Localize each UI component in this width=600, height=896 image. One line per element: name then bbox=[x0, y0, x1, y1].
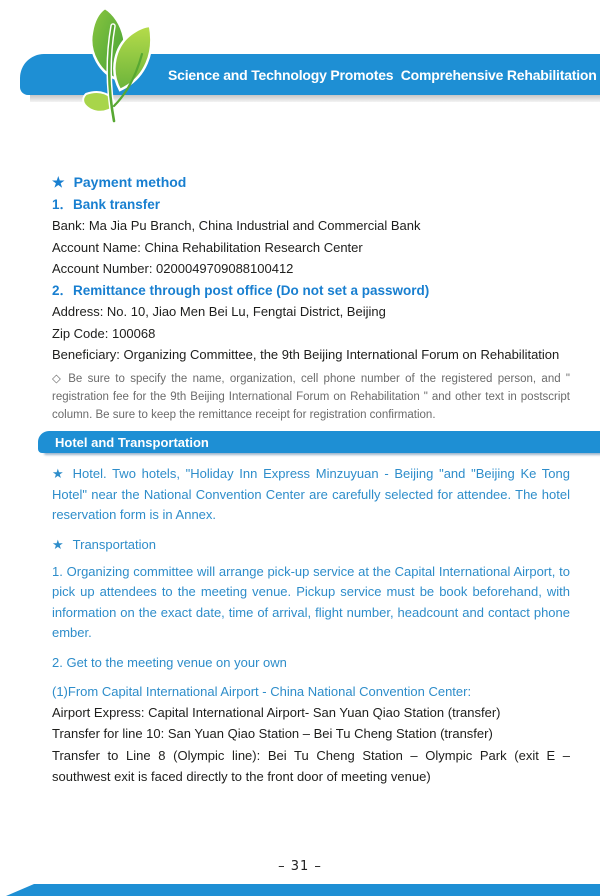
beneficiary-line: Beneficiary: Organizing Committee, the 9th Beijing International Forum on Rehabilitation bbox=[52, 347, 560, 362]
transportation-heading bbox=[52, 534, 570, 555]
route-heading: (1)From Capital International Airport - China National Convention Center: bbox=[52, 683, 472, 699]
footer-bar bbox=[6, 884, 600, 896]
account-number-line: Account Number: 0200049709088100412 bbox=[52, 261, 294, 276]
payment-note: ◇ Be sure to specify the name, organization, cell phone number of the registered person, and " registration fee for the 9th Beijing International Forum on Rehabilitation " and other text in postscript column. Be sure to keep the remittance receipt for registration confirmation. bbox=[52, 372, 570, 421]
route-line-line8: Transfer to Line 8 (Olympic line): Bei Tu Cheng Station – Olympic Park (exit E – southwest exit is faced directly to the front door of meeting venue) bbox=[52, 747, 570, 785]
hotel-paragraph bbox=[52, 464, 570, 526]
zip-code-line: Zip Code: 100068 bbox=[52, 325, 156, 341]
own-way-heading: 2. Get to the meeting venue on your own bbox=[52, 654, 287, 670]
page-number: – 31 – bbox=[278, 859, 322, 874]
transportation-heading-text: Transportation bbox=[72, 536, 156, 552]
hotel-transportation-banner-title: Hotel and Transportation bbox=[55, 434, 209, 450]
leaf-logo-icon bbox=[58, 2, 170, 124]
hotel-paragraph-text: Hotel. Two hotels, "Holiday Inn Express Minzuyuan - Beijing "and "Beijing Ke Tong Hotel" near the National Convention Center are carefully selected for attendee. The hotel reservation form is in Annex. bbox=[52, 466, 570, 523]
pickup-paragraph: 1. Organizing committee will arrange pick-up service at the Capital International Airport, to pick up attendees to the meeting venue. Pickup service must be book beforehand, with information on the exact date, time of arrival, flight number, headcount and contact phone ember. bbox=[52, 563, 570, 641]
page-content bbox=[52, 172, 570, 788]
payment-section-heading bbox=[52, 172, 570, 194]
star-icon: ★ bbox=[52, 174, 65, 190]
star-icon: ★ bbox=[52, 466, 64, 482]
route-line-airport-express: Airport Express: Capital International Airport- San Yuan Qiao Station (transfer) bbox=[52, 704, 501, 720]
payment-section-title: Payment method bbox=[73, 174, 187, 190]
bank-line: Bank: Ma Jia Pu Branch, China Industrial and Commercial Bank bbox=[52, 218, 421, 233]
remittance-heading: 2．Remittance through post office (Do not set a password) bbox=[52, 282, 430, 298]
route-line-line10: Transfer for line 10: San Yuan Qiao Station – Bei Tu Cheng Station (transfer) bbox=[52, 726, 493, 742]
bank-transfer-heading: 1．Bank transfer bbox=[52, 196, 161, 212]
address-line: Address: No. 10, Jiao Men Bei Lu, Fengtai District, Beijing bbox=[52, 304, 386, 319]
route-list bbox=[52, 702, 570, 788]
hotel-transportation-banner bbox=[38, 431, 600, 453]
star-icon: ★ bbox=[52, 536, 64, 552]
header-title: Science and Technology Promotes Comprehensive Rehabilitation bbox=[168, 66, 597, 83]
account-name-line: Account Name: China Rehabilitation Research Center bbox=[52, 239, 363, 255]
